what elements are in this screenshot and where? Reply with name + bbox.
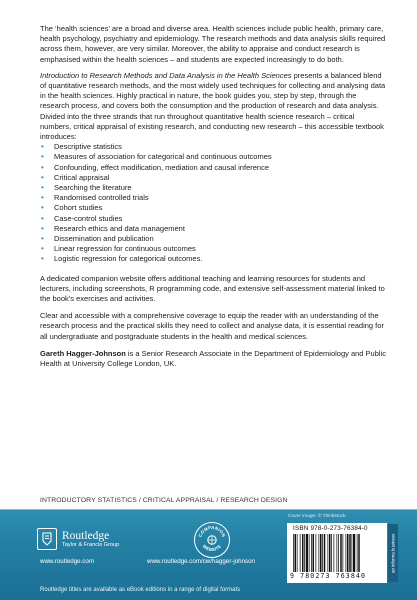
topic-label: Linear regression for continuous outcomes <box>54 244 196 254</box>
bullet-icon: • <box>41 172 44 182</box>
bullet-icon: • <box>41 193 44 203</box>
publisher-footer <box>0 509 417 600</box>
book-description-paragraph <box>40 71 386 142</box>
audience-paragraph: Clear and accessible with a comprehensive coverage to equip the reader with an understanding of the research process and the practical skills they need to collect and analyse data, it is essential reading for all undergraduate and postgraduate students in the health and medical sciences. <box>40 311 384 341</box>
routledge-logo <box>37 528 119 550</box>
intro-paragraph: The ‘health sciences’ are a broad and diverse area. Health sciences include public health, primary care, health psychology, psychiatry and epidemiology. The research methods and data analysis skills required across them, however, are very similar. Moreover, the ability to appraise and conduct research is emphasised within the health sciences – and students are expected increasingly to do both. <box>40 24 386 64</box>
barcode-digits: 9 780273 763840 <box>290 572 367 580</box>
publisher-url: www.routledge.com <box>40 558 94 565</box>
svg-text:COMPANION: COMPANION <box>197 524 227 538</box>
topic-label: Cohort studies <box>54 203 103 213</box>
topic-label: Critical appraisal <box>54 172 110 182</box>
topic-list-item <box>40 244 386 254</box>
topic-list-item <box>40 214 386 224</box>
topic-label: Confounding, effect modification, mediation and causal inference <box>54 162 269 172</box>
bullet-icon: • <box>41 213 44 223</box>
topic-list-item <box>40 254 386 264</box>
topic-list-item <box>40 193 386 203</box>
author-name: Gareth Hagger-Johnson <box>40 348 126 358</box>
svg-text:WEBSITE: WEBSITE <box>201 543 223 553</box>
topic-list-item <box>40 183 386 193</box>
bullet-icon: • <box>41 254 44 264</box>
routledge-emblem-icon <box>37 528 57 550</box>
companion-website-url[interactable]: www.routledge.com/cw/hagger-johnson <box>147 558 255 565</box>
bullet-icon: • <box>41 142 44 152</box>
informa-business-label: an informa business <box>388 524 398 582</box>
bullet-icon: • <box>41 223 44 233</box>
topic-list-item <box>40 224 386 234</box>
topic-list-item <box>40 234 386 244</box>
bullet-icon: • <box>41 244 44 254</box>
bullet-icon: • <box>41 203 44 213</box>
bullet-icon: • <box>41 152 44 162</box>
back-cover-text <box>40 24 386 369</box>
bullet-icon: • <box>41 162 44 172</box>
topic-list-item <box>40 203 386 213</box>
publisher-group: Taylor & Francis Group <box>62 541 120 548</box>
topic-label: Research ethics and data management <box>54 223 185 233</box>
ebook-availability-note: Routledge titles are available as eBook editions in a range of digital formats <box>40 587 241 593</box>
companion-website-paragraph: A dedicated companion website offers additional teaching and learning resources for students and lecturers, including screenshots, R programming code, and extensive self-assessment material linked to the book’s exercises and activities. <box>40 273 385 304</box>
topic-label: Descriptive statistics <box>54 142 122 152</box>
isbn-number: ISBN 978-0-273-76384-0 <box>293 525 368 532</box>
cover-credit: Cover image: © Thinkstock <box>288 514 346 519</box>
bullet-icon: • <box>41 183 44 193</box>
author-bio-text: is a Senior Research Associate in the Department of Epidemiology and Public Health at University College London, UK. <box>40 348 386 369</box>
topic-list-item <box>40 152 386 162</box>
barcode-icon <box>293 534 381 572</box>
topic-label: Measures of association for categorical and continuous outcomes <box>54 152 272 162</box>
topic-label: Randomised controlled trials <box>54 193 149 203</box>
book-title: Introduction to Research Methods and Data Analysis in the Health Sciences <box>40 70 292 80</box>
topic-label: Searching the literature <box>54 183 132 193</box>
topic-list-item <box>40 173 386 183</box>
bullet-icon: • <box>41 234 44 244</box>
topic-label: Dissemination and publication <box>54 234 154 244</box>
author-bio <box>40 349 386 369</box>
companion-website-badge-icon <box>194 522 230 558</box>
topic-list-item <box>40 163 386 173</box>
footer-divider <box>0 509 417 510</box>
topic-label: Case-control studies <box>54 213 123 223</box>
subject-categories: INTRODUCTORY STATISTICS / CRITICAL APPRAISAL / RESEARCH DESIGN <box>40 497 288 504</box>
topics-list <box>40 142 386 264</box>
topic-list-item <box>40 142 386 152</box>
isbn-barcode <box>287 523 387 583</box>
publisher-name: Routledge <box>62 529 110 542</box>
topic-label: Logistic regression for categorical outcomes. <box>54 254 203 264</box>
book-description: presents a balanced blend of quantitative research methods, and the most widely used techniques for collecting and analysing data in the health sciences. Highly practical in nature, the book guides you, step by step, through the research process, and covers both the consumption and the production of research and data analysis. Divided into the three strands that run throughout quantitative health science research – critical numbers, critical appraisal of existing research, and conducting new research – this accessible textbook introduces: <box>40 70 386 142</box>
